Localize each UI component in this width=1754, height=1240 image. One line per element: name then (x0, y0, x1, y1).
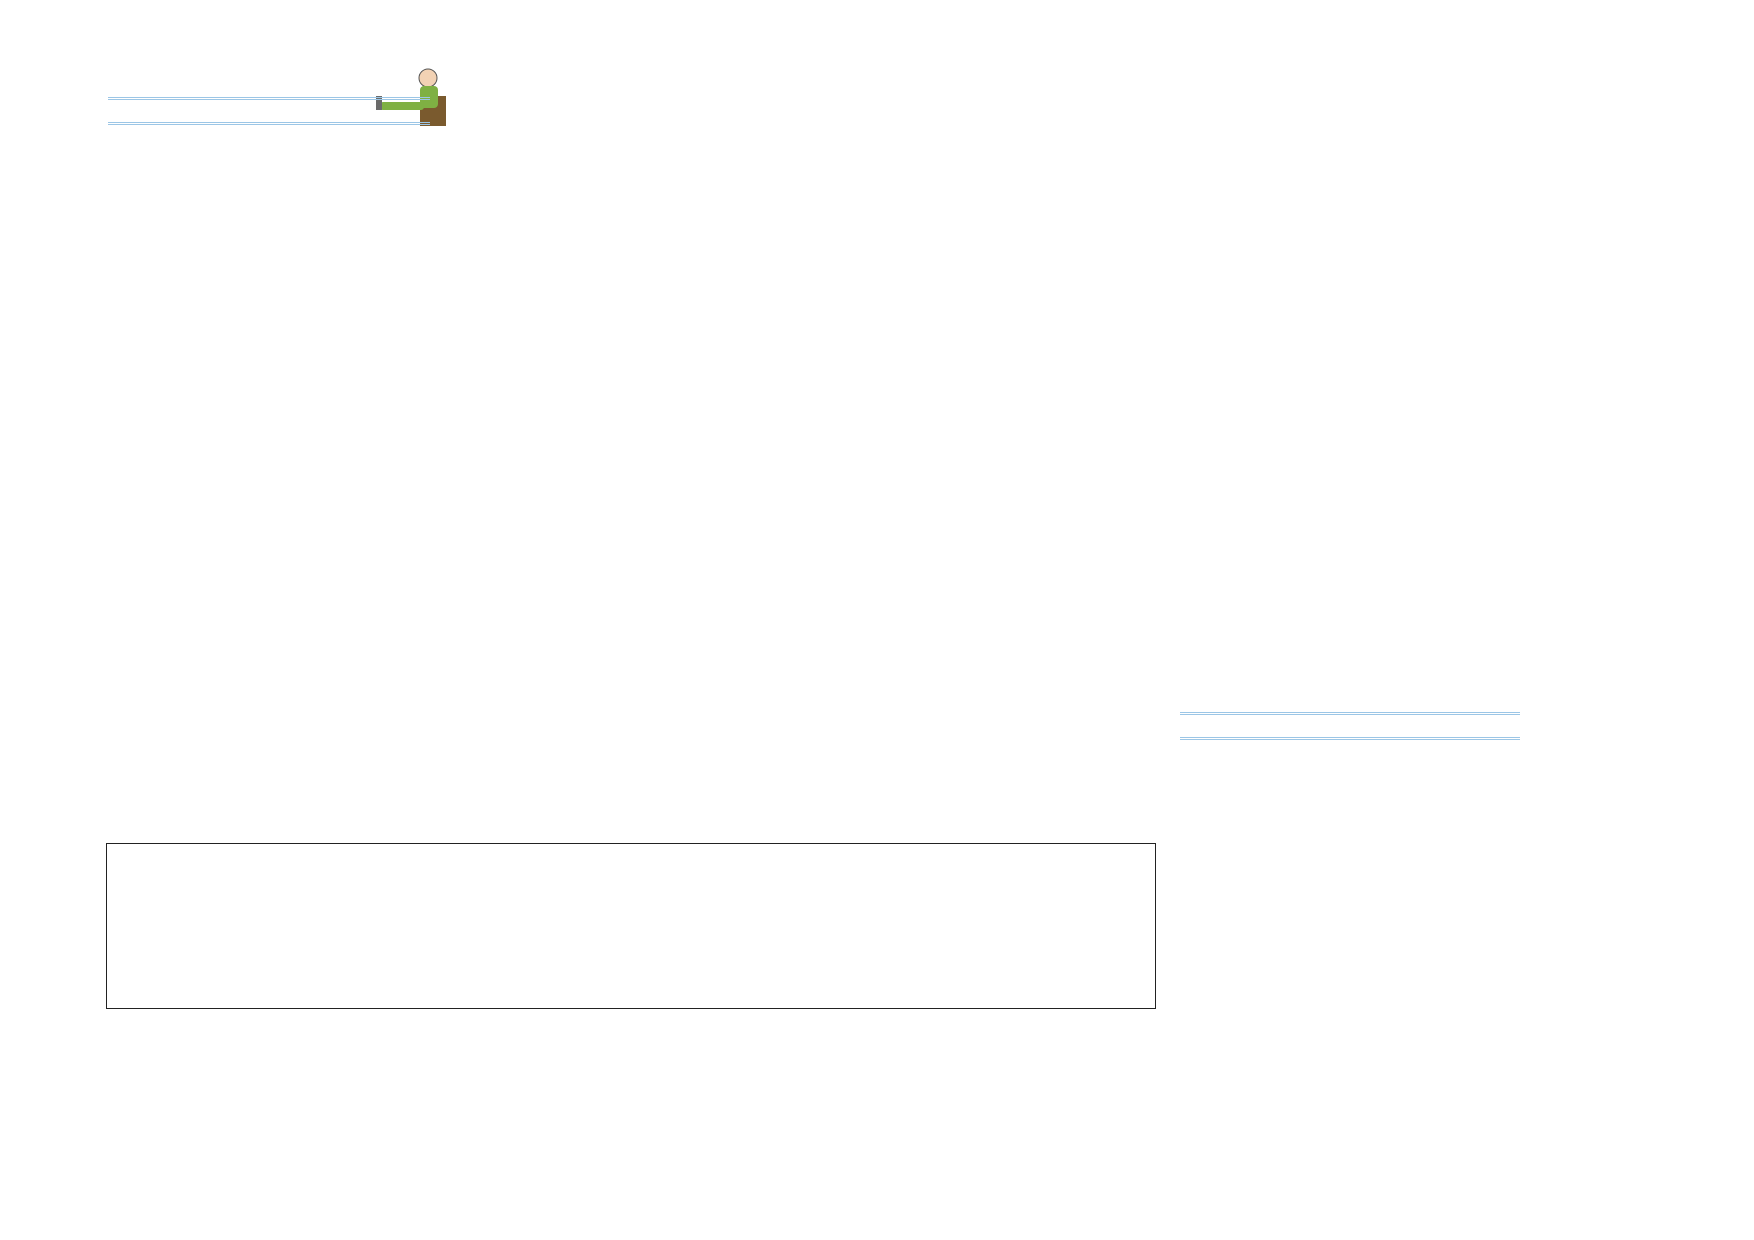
flow-step-3 (118, 940, 148, 960)
application-flow-box (106, 843, 1156, 1009)
flow-step-4 (118, 963, 148, 983)
measurement-title-rule (1180, 712, 1520, 740)
flow-step-2 (118, 897, 148, 917)
class-title-rule (108, 97, 430, 125)
flow-step-1 (118, 874, 148, 894)
class-card (108, 97, 430, 239)
